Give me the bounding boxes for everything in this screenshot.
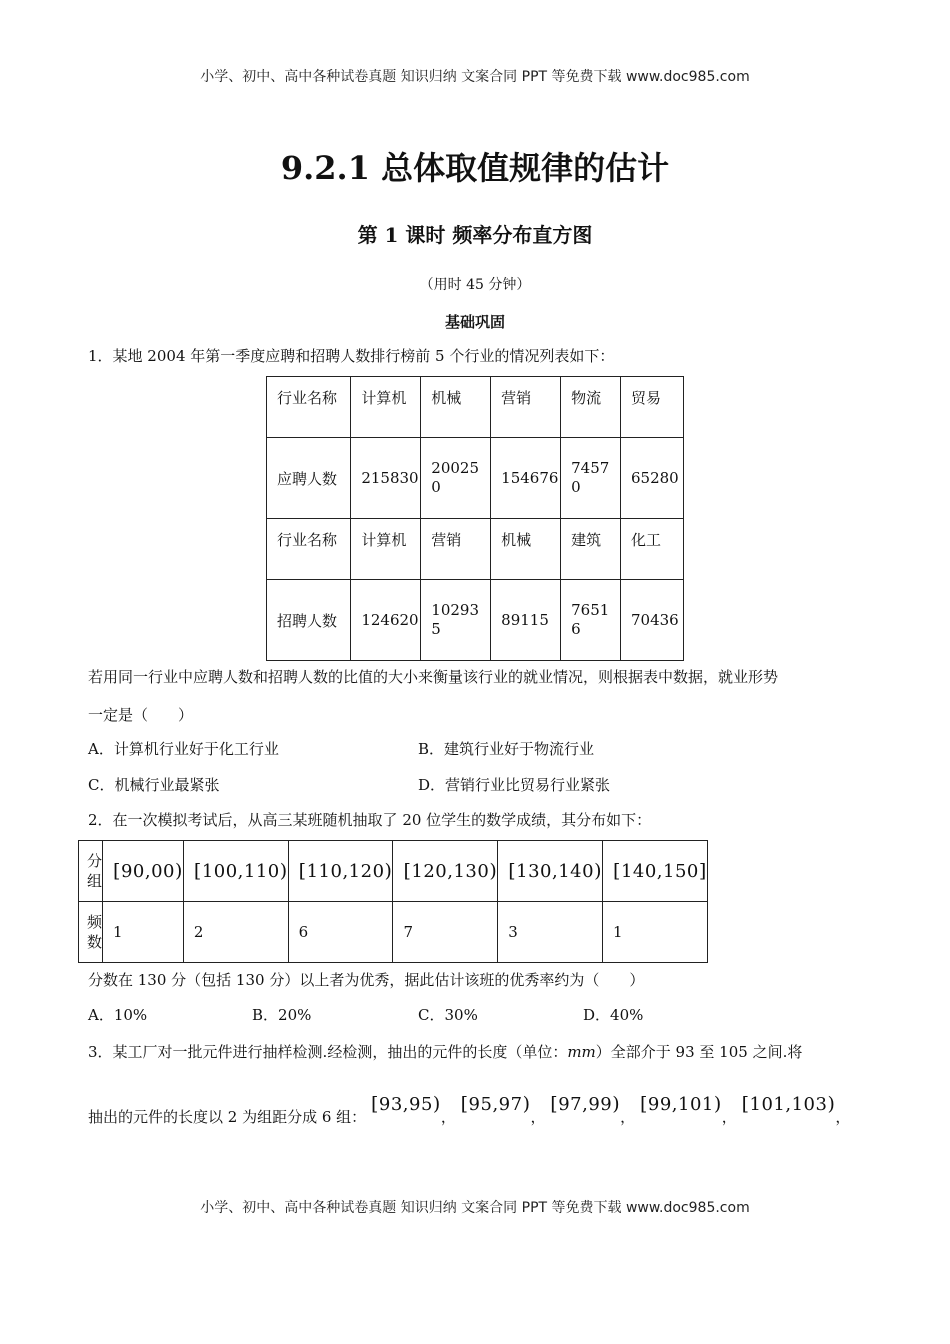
q2-option-d: D．40%	[583, 1006, 644, 1024]
q3-line1-a: 3．某工厂对一批元件进行抽样检测.经检测，抽出的元件的长度（单位：	[88, 1043, 568, 1061]
q1-stem: 1．某地 2004 年第一季度应聘和招聘人数排行榜前 5 个行业的情况列表如下：	[88, 347, 615, 365]
q1-option-b: B．建筑行业好于物流行业	[418, 740, 595, 758]
table-cell: 招聘人数	[267, 580, 351, 661]
table-cell: 2	[183, 902, 288, 963]
separator: ，	[721, 1108, 737, 1126]
q3-line2-text: 抽出的元件的长度以 2 为组距分成 6 组：	[88, 1108, 367, 1126]
table-cell: 124620	[351, 580, 421, 661]
q3-unit: mm	[567, 1043, 596, 1061]
interval-closing: ]	[698, 860, 707, 882]
table-cell: 化工	[621, 519, 684, 580]
interval: [130,140)	[508, 860, 603, 882]
q3-line2	[88, 1093, 851, 1126]
table-cell: 机械	[421, 377, 491, 438]
q1-table-row-header-2	[267, 519, 684, 580]
table-cell: 建筑	[561, 519, 621, 580]
q3-line1	[88, 1041, 802, 1062]
interval-bounds: 110,120	[306, 861, 385, 882]
q1-table	[266, 376, 684, 661]
interval: [120,130)	[403, 860, 498, 882]
interval: [101,103)	[741, 1093, 836, 1115]
table-cell	[103, 841, 184, 902]
table-cell: 89115	[491, 580, 561, 661]
table-cell: 贸易	[621, 377, 684, 438]
table-cell	[288, 841, 393, 902]
interval-bounds: 140,150	[620, 861, 699, 882]
table-cell: 215830	[351, 438, 421, 519]
table-cell: 计算机	[351, 377, 421, 438]
interval-bounds: 101,103	[749, 1094, 828, 1115]
q1-table-row-header-1	[267, 377, 684, 438]
interval: [110,120)	[298, 860, 393, 882]
table-cell: 7651 6	[561, 580, 621, 661]
table-cell	[498, 841, 603, 902]
page-title: 9.2.1 总体取值规律的估计	[280, 149, 670, 187]
interval: [93,95)	[370, 1093, 441, 1115]
q2-table-row-groups	[79, 841, 708, 902]
q2-option-c: C．30%	[418, 1006, 478, 1024]
separator: ，	[835, 1108, 851, 1126]
table-cell: 营销	[491, 377, 561, 438]
q2-table-row-freq	[79, 902, 708, 963]
interval-bounds: 95,97	[468, 1094, 523, 1115]
interval-bounds: 90,00	[120, 861, 175, 882]
interval: [100,110)	[193, 860, 288, 882]
interval-bounds: 100,110	[201, 861, 280, 882]
q2-option-b: B．20%	[252, 1006, 312, 1024]
q1-table-row-recruits	[267, 580, 684, 661]
separator: ，	[530, 1108, 546, 1126]
page-footer: 小学、初中、高中各种试卷真题 知识归纳 文案合同 PPT 等免费下载 www.doc985.com	[200, 1200, 750, 1216]
table-cell: 154676	[491, 438, 561, 519]
table-cell: 3	[498, 902, 603, 963]
interval: [140,150]	[613, 860, 707, 882]
interval: [99,101)	[639, 1093, 722, 1115]
table-cell: 1	[603, 902, 708, 963]
table-cell: 分 组	[79, 841, 103, 902]
q1-option-c: C．机械行业最紧张	[88, 776, 220, 794]
table-cell: 65280	[621, 438, 684, 519]
table-cell	[603, 841, 708, 902]
table-cell	[183, 841, 288, 902]
table-cell: 营销	[421, 519, 491, 580]
interval-bounds: 120,130	[411, 861, 490, 882]
table-cell: 7	[393, 902, 498, 963]
q1-table-row-applicants	[267, 438, 684, 519]
interval-bounds: 93,95	[378, 1094, 433, 1115]
table-cell: 6	[288, 902, 393, 963]
page-subtitle: 第 1 课时 频率分布直方图	[357, 223, 593, 247]
q1-text-line2: 一定是（ ）	[88, 706, 194, 724]
table-cell: 行业名称	[267, 519, 351, 580]
table-cell	[393, 841, 498, 902]
table-cell: 物流	[561, 377, 621, 438]
table-cell: 70436	[621, 580, 684, 661]
table-cell: 20025 0	[421, 438, 491, 519]
time-note: （用时 45 分钟）	[419, 277, 531, 293]
table-cell: 应聘人数	[267, 438, 351, 519]
separator: ，	[440, 1108, 456, 1126]
q2-stem: 2．在一次模拟考试后，从高三某班随机抽取了 20 位学生的数学成绩，其分布如下：	[88, 811, 652, 829]
q1-option-a: A．计算机行业好于化工行业	[88, 740, 279, 758]
q3-line1-b: ）全部介于 93 至 105 之间.将	[595, 1043, 803, 1061]
table-cell: 计算机	[351, 519, 421, 580]
interval: [95,97)	[460, 1093, 531, 1115]
table-cell: 10293 5	[421, 580, 491, 661]
q2-option-a: A．10%	[88, 1006, 148, 1024]
separator: ，	[620, 1108, 636, 1126]
interval: [97,99)	[550, 1093, 621, 1115]
q1-option-d: D．营销行业比贸易行业紧张	[418, 776, 611, 794]
page-header: 小学、初中、高中各种试卷真题 知识归纳 文案合同 PPT 等免费下载 www.doc985.com	[200, 69, 750, 85]
interval-bounds: 130,140	[516, 861, 595, 882]
q2-text: 分数在 130 分（包括 130 分）以上者为优秀，据此估计该班的优秀率约为（ ）	[88, 971, 645, 989]
table-cell: 行业名称	[267, 377, 351, 438]
table-cell: 频 数	[79, 902, 103, 963]
section-heading: 基础巩固	[444, 313, 505, 331]
interval: [90,00)	[113, 860, 183, 882]
q1-text-line1: 若用同一行业中应聘人数和招聘人数的比值的大小来衡量该行业的就业情况，则根据表中数据，就业形势	[88, 668, 779, 686]
interval-bounds: 99,101	[647, 1094, 714, 1115]
table-cell: 1	[103, 902, 184, 963]
interval-bounds: 97,99	[558, 1094, 613, 1115]
table-cell: 7457 0	[561, 438, 621, 519]
q2-table	[78, 840, 708, 963]
table-cell: 机械	[491, 519, 561, 580]
